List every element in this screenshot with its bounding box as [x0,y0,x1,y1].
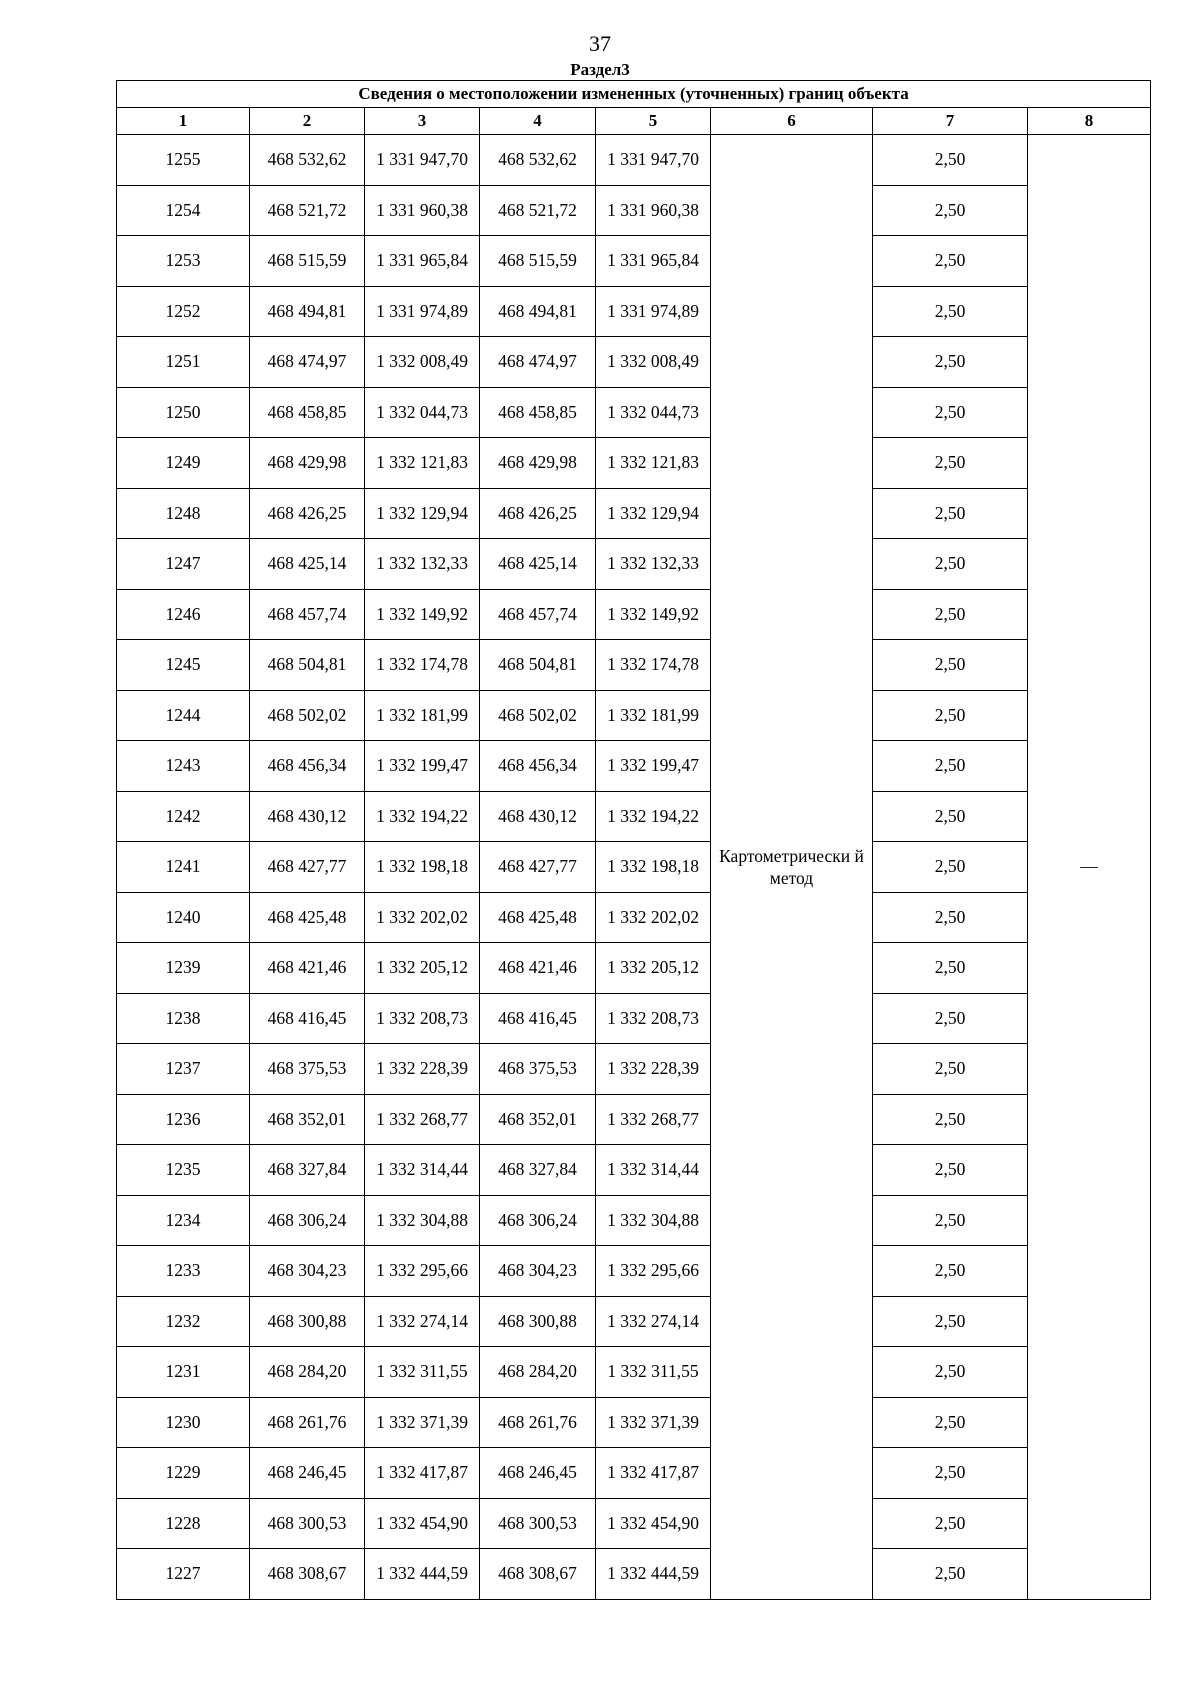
x-new-cell: 468 300,88 [480,1296,596,1347]
accuracy-cell: 2,50 [873,1347,1028,1398]
point-number-cell: 1230 [117,1397,250,1448]
point-number-cell: 1247 [117,539,250,590]
table-row [117,286,1151,337]
y-existing-cell: 1 332 268,77 [365,1094,480,1145]
x-new-cell: 468 458,85 [480,387,596,438]
x-existing-cell: 468 425,48 [250,892,365,943]
accuracy-cell: 2,50 [873,1498,1028,1549]
boundary-coordinates-table [116,80,1151,1600]
accuracy-cell: 2,50 [873,1549,1028,1600]
point-number-cell: 1237 [117,1044,250,1095]
x-new-cell: 468 308,67 [480,1549,596,1600]
x-new-cell: 468 494,81 [480,286,596,337]
x-existing-cell: 468 246,45 [250,1448,365,1499]
y-new-cell: 1 332 295,66 [596,1246,711,1297]
x-new-cell: 468 304,23 [480,1246,596,1297]
column-header-4: 4 [480,108,596,135]
column-header-8: 8 [1028,108,1151,135]
y-existing-cell: 1 331 947,70 [365,135,480,186]
x-new-cell: 468 430,12 [480,791,596,842]
table-row [117,892,1151,943]
x-existing-cell: 468 421,46 [250,943,365,994]
table-row [117,236,1151,287]
table-row [117,1347,1151,1398]
x-existing-cell: 468 521,72 [250,185,365,236]
x-existing-cell: 468 532,62 [250,135,365,186]
point-number-cell: 1233 [117,1246,250,1297]
y-new-cell: 1 332 008,49 [596,337,711,388]
point-number-cell: 1244 [117,690,250,741]
x-existing-cell: 468 308,67 [250,1549,365,1600]
y-new-cell: 1 332 228,39 [596,1044,711,1095]
point-number-cell: 1236 [117,1094,250,1145]
y-new-cell: 1 331 965,84 [596,236,711,287]
point-number-cell: 1255 [117,135,250,186]
x-existing-cell: 468 502,02 [250,690,365,741]
table-row [117,690,1151,741]
point-number-cell: 1227 [117,1549,250,1600]
y-existing-cell: 1 332 228,39 [365,1044,480,1095]
y-new-cell: 1 332 181,99 [596,690,711,741]
table-row [117,539,1151,590]
table-row [117,993,1151,1044]
y-new-cell: 1 332 371,39 [596,1397,711,1448]
x-new-cell: 468 521,72 [480,185,596,236]
table-row [117,943,1151,994]
accuracy-cell: 2,50 [873,993,1028,1044]
table-row [117,387,1151,438]
y-existing-cell: 1 331 965,84 [365,236,480,287]
column-header-7: 7 [873,108,1028,135]
column-header-1: 1 [117,108,250,135]
accuracy-cell: 2,50 [873,842,1028,893]
y-new-cell: 1 332 129,94 [596,488,711,539]
accuracy-cell: 2,50 [873,1094,1028,1145]
accuracy-cell: 2,50 [873,1397,1028,1448]
y-new-cell: 1 332 417,87 [596,1448,711,1499]
y-existing-cell: 1 332 311,55 [365,1347,480,1398]
y-existing-cell: 1 332 295,66 [365,1246,480,1297]
x-existing-cell: 468 327,84 [250,1145,365,1196]
accuracy-cell: 2,50 [873,438,1028,489]
accuracy-cell: 2,50 [873,1145,1028,1196]
y-new-cell: 1 332 199,47 [596,741,711,792]
accuracy-cell: 2,50 [873,791,1028,842]
x-existing-cell: 468 425,14 [250,539,365,590]
x-new-cell: 468 284,20 [480,1347,596,1398]
accuracy-cell: 2,50 [873,135,1028,186]
table-row [117,1498,1151,1549]
x-existing-cell: 468 426,25 [250,488,365,539]
x-new-cell: 468 352,01 [480,1094,596,1145]
x-new-cell: 468 306,24 [480,1195,596,1246]
y-new-cell: 1 332 174,78 [596,640,711,691]
point-number-cell: 1232 [117,1296,250,1347]
y-existing-cell: 1 332 199,47 [365,741,480,792]
x-existing-cell: 468 458,85 [250,387,365,438]
y-new-cell: 1 332 202,02 [596,892,711,943]
table-row [117,1549,1151,1600]
accuracy-cell: 2,50 [873,741,1028,792]
table-row [117,1397,1151,1448]
column-header-2: 2 [250,108,365,135]
accuracy-cell: 2,50 [873,539,1028,590]
table-row [117,488,1151,539]
y-existing-cell: 1 332 274,14 [365,1296,480,1347]
y-new-cell: 1 332 149,92 [596,589,711,640]
y-new-cell: 1 332 311,55 [596,1347,711,1398]
x-new-cell: 468 421,46 [480,943,596,994]
table-body [117,135,1151,1600]
x-new-cell: 468 504,81 [480,640,596,691]
x-existing-cell: 468 474,97 [250,337,365,388]
x-new-cell: 468 375,53 [480,1044,596,1095]
x-new-cell: 468 300,53 [480,1498,596,1549]
y-existing-cell: 1 332 174,78 [365,640,480,691]
x-existing-cell: 468 457,74 [250,589,365,640]
point-number-cell: 1243 [117,741,250,792]
x-new-cell: 468 429,98 [480,438,596,489]
x-new-cell: 468 327,84 [480,1145,596,1196]
y-existing-cell: 1 332 132,33 [365,539,480,590]
x-new-cell: 468 426,25 [480,488,596,539]
point-number-cell: 1228 [117,1498,250,1549]
y-existing-cell: 1 332 205,12 [365,943,480,994]
accuracy-cell: 2,50 [873,943,1028,994]
x-existing-cell: 468 427,77 [250,842,365,893]
x-new-cell: 468 532,62 [480,135,596,186]
table-row [117,1145,1151,1196]
section-title: Раздел3 [570,60,630,79]
x-existing-cell: 468 430,12 [250,791,365,842]
column-number-row [117,108,1151,135]
y-existing-cell: 1 332 008,49 [365,337,480,388]
table-row [117,640,1151,691]
x-existing-cell: 468 300,53 [250,1498,365,1549]
y-existing-cell: 1 332 044,73 [365,387,480,438]
y-existing-cell: 1 332 121,83 [365,438,480,489]
point-number-cell: 1248 [117,488,250,539]
accuracy-cell: 2,50 [873,488,1028,539]
y-new-cell: 1 331 960,38 [596,185,711,236]
y-existing-cell: 1 332 194,22 [365,791,480,842]
point-number-cell: 1240 [117,892,250,943]
accuracy-cell: 2,50 [873,1448,1028,1499]
y-existing-cell: 1 332 304,88 [365,1195,480,1246]
x-existing-cell: 468 304,23 [250,1246,365,1297]
x-existing-cell: 468 494,81 [250,286,365,337]
table-row [117,185,1151,236]
y-new-cell: 1 332 205,12 [596,943,711,994]
y-existing-cell: 1 331 960,38 [365,185,480,236]
page-number: 37 [589,31,611,56]
y-existing-cell: 1 332 149,92 [365,589,480,640]
y-existing-cell: 1 332 417,87 [365,1448,480,1499]
y-new-cell: 1 332 044,73 [596,387,711,438]
x-existing-cell: 468 416,45 [250,993,365,1044]
table-row [117,1296,1151,1347]
x-new-cell: 468 246,45 [480,1448,596,1499]
y-new-cell: 1 332 444,59 [596,1549,711,1600]
x-new-cell: 468 456,34 [480,741,596,792]
y-new-cell: 1 332 194,22 [596,791,711,842]
x-existing-cell: 468 306,24 [250,1195,365,1246]
point-number-cell: 1235 [117,1145,250,1196]
accuracy-cell: 2,50 [873,1195,1028,1246]
y-new-cell: 1 332 208,73 [596,993,711,1044]
table-caption: Сведения о местоположении измененных (уточненных) границ объекта [117,81,1151,108]
table-row [117,842,1151,893]
accuracy-cell: 2,50 [873,589,1028,640]
y-new-cell: 1 331 947,70 [596,135,711,186]
accuracy-cell: 2,50 [873,337,1028,388]
point-number-cell: 1229 [117,1448,250,1499]
y-new-cell: 1 332 314,44 [596,1145,711,1196]
table-row [117,791,1151,842]
accuracy-cell: 2,50 [873,640,1028,691]
x-new-cell: 468 425,14 [480,539,596,590]
table-row [117,1195,1151,1246]
y-new-cell: 1 332 454,90 [596,1498,711,1549]
table-row [117,1044,1151,1095]
y-existing-cell: 1 332 371,39 [365,1397,480,1448]
x-new-cell: 468 261,76 [480,1397,596,1448]
table-row [117,741,1151,792]
x-existing-cell: 468 429,98 [250,438,365,489]
method-cell: Картометрически й метод [711,135,873,1600]
accuracy-cell: 2,50 [873,286,1028,337]
x-existing-cell: 468 261,76 [250,1397,365,1448]
point-number-cell: 1245 [117,640,250,691]
accuracy-cell: 2,50 [873,185,1028,236]
point-number-cell: 1231 [117,1347,250,1398]
y-existing-cell: 1 331 974,89 [365,286,480,337]
accuracy-cell: 2,50 [873,1044,1028,1095]
y-existing-cell: 1 332 208,73 [365,993,480,1044]
point-number-cell: 1241 [117,842,250,893]
y-new-cell: 1 332 198,18 [596,842,711,893]
y-existing-cell: 1 332 129,94 [365,488,480,539]
point-number-cell: 1238 [117,993,250,1044]
point-number-cell: 1250 [117,387,250,438]
accuracy-cell: 2,50 [873,387,1028,438]
y-existing-cell: 1 332 198,18 [365,842,480,893]
x-existing-cell: 468 300,88 [250,1296,365,1347]
y-new-cell: 1 332 121,83 [596,438,711,489]
table-row [117,1448,1151,1499]
column-8-cell: — [1028,135,1151,1600]
point-number-cell: 1254 [117,185,250,236]
accuracy-cell: 2,50 [873,1246,1028,1297]
y-existing-cell: 1 332 314,44 [365,1145,480,1196]
y-new-cell: 1 332 274,14 [596,1296,711,1347]
y-existing-cell: 1 332 444,59 [365,1549,480,1600]
table-row [117,135,1151,186]
x-existing-cell: 468 375,53 [250,1044,365,1095]
y-existing-cell: 1 332 454,90 [365,1498,480,1549]
column-header-5: 5 [596,108,711,135]
y-new-cell: 1 332 304,88 [596,1195,711,1246]
point-number-cell: 1246 [117,589,250,640]
point-number-cell: 1239 [117,943,250,994]
y-existing-cell: 1 332 181,99 [365,690,480,741]
x-existing-cell: 468 504,81 [250,640,365,691]
accuracy-cell: 2,50 [873,892,1028,943]
column-header-6: 6 [711,108,873,135]
x-existing-cell: 468 352,01 [250,1094,365,1145]
accuracy-cell: 2,50 [873,690,1028,741]
point-number-cell: 1253 [117,236,250,287]
table-row [117,589,1151,640]
accuracy-cell: 2,50 [873,236,1028,287]
column-header-3: 3 [365,108,480,135]
x-new-cell: 468 474,97 [480,337,596,388]
x-new-cell: 468 457,74 [480,589,596,640]
point-number-cell: 1249 [117,438,250,489]
x-new-cell: 468 425,48 [480,892,596,943]
table-row [117,1094,1151,1145]
accuracy-cell: 2,50 [873,1296,1028,1347]
y-new-cell: 1 331 974,89 [596,286,711,337]
x-existing-cell: 468 515,59 [250,236,365,287]
table-row [117,337,1151,388]
x-new-cell: 468 427,77 [480,842,596,893]
table-row [117,1246,1151,1297]
x-new-cell: 468 515,59 [480,236,596,287]
x-existing-cell: 468 284,20 [250,1347,365,1398]
x-new-cell: 468 416,45 [480,993,596,1044]
x-existing-cell: 468 456,34 [250,741,365,792]
y-new-cell: 1 332 132,33 [596,539,711,590]
table-row [117,438,1151,489]
point-number-cell: 1234 [117,1195,250,1246]
y-existing-cell: 1 332 202,02 [365,892,480,943]
point-number-cell: 1251 [117,337,250,388]
point-number-cell: 1242 [117,791,250,842]
x-new-cell: 468 502,02 [480,690,596,741]
point-number-cell: 1252 [117,286,250,337]
y-new-cell: 1 332 268,77 [596,1094,711,1145]
